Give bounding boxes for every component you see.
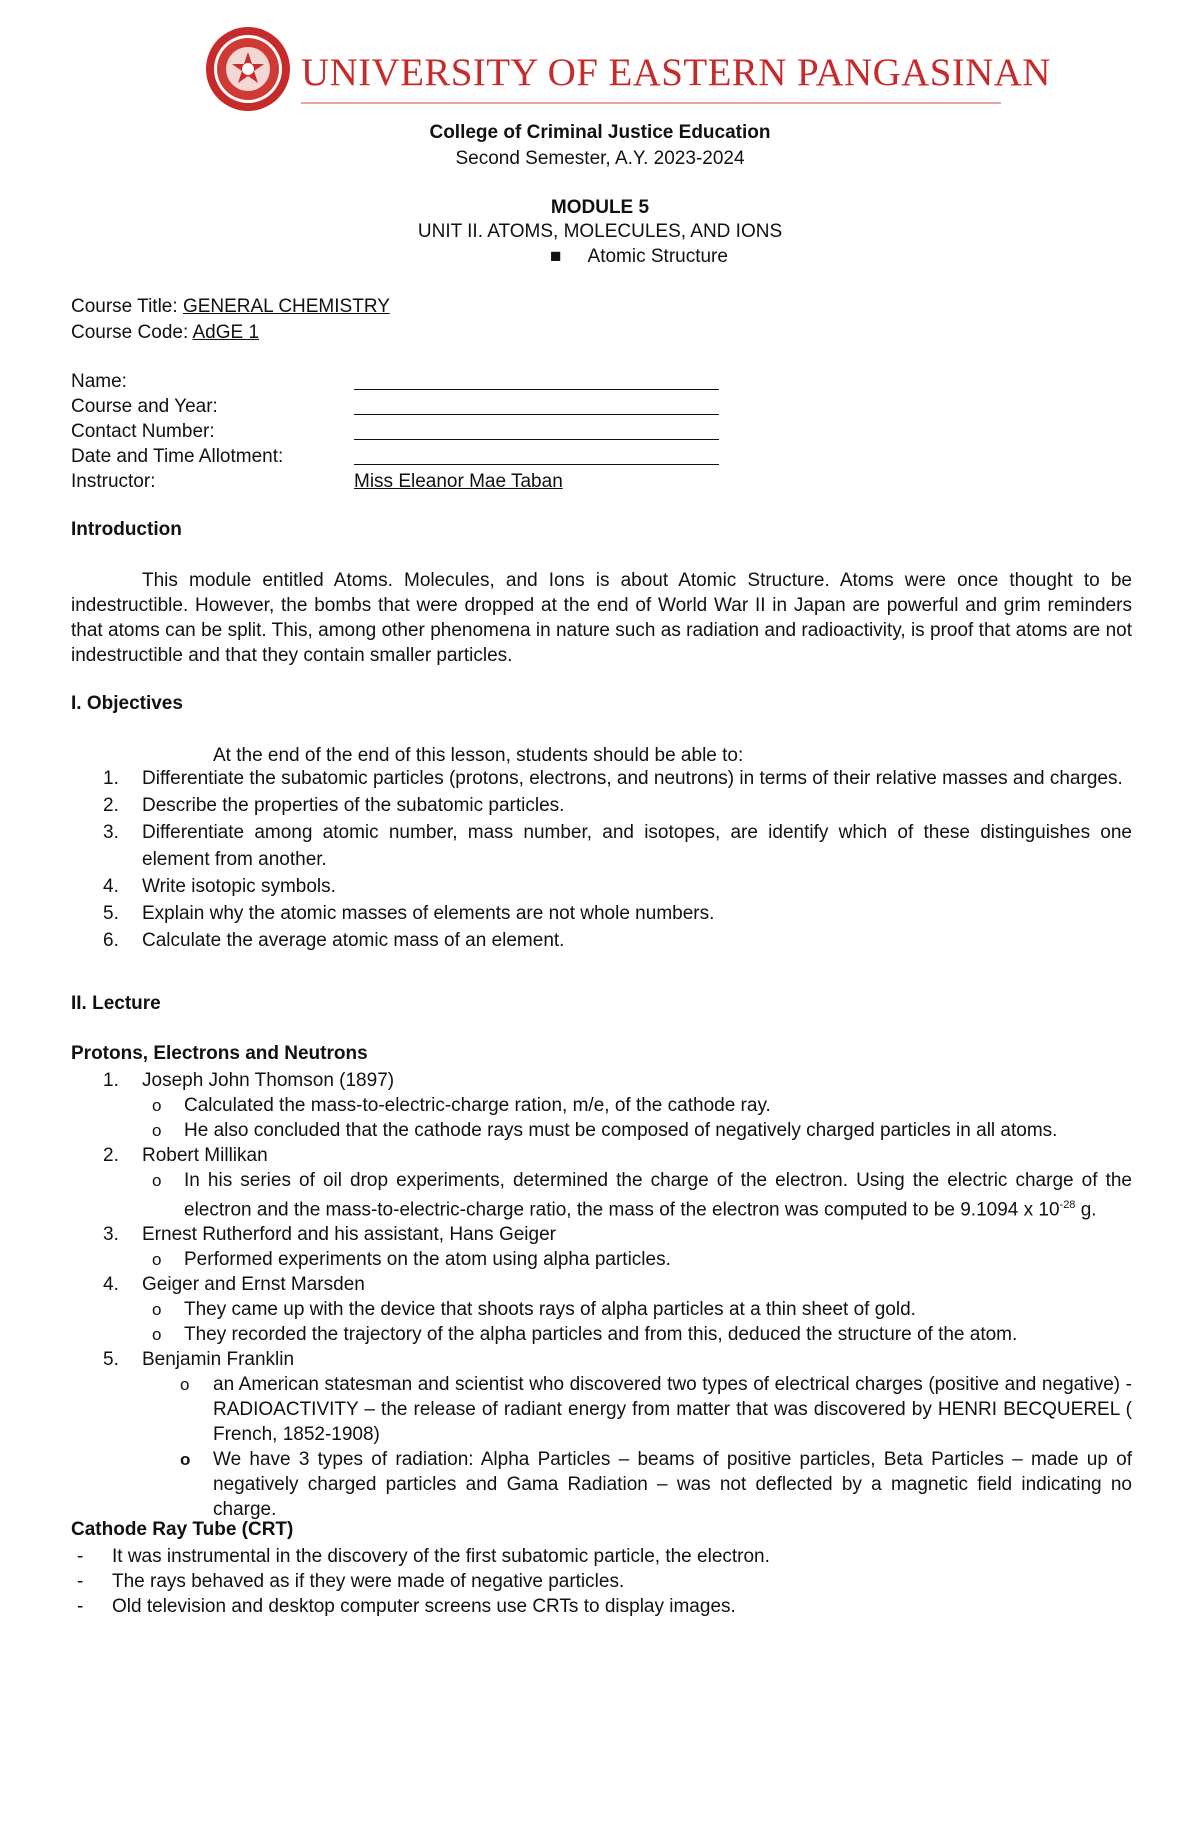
- dash-bullet-icon: -: [77, 1596, 84, 1617]
- sub-item: o They recorded the trajectory of the alpha particles and from this, deduced the structure of the atom.: [152, 1324, 1018, 1346]
- objectives-heading: I. Objectives: [71, 693, 183, 714]
- university-name: UNIVERSITY OF EASTERN PANGASINAN: [301, 51, 1051, 94]
- sub-item: o Performed experiments on the atom using alpha particles.: [152, 1249, 671, 1271]
- objectives-lead: At the end of the end of this lesson, students should be able to:: [213, 745, 744, 766]
- list-item: 2. Robert Millikan o In his series of oil drop experiments, determined the charge of the electron. Using the electric charge of the electron and the mass-to-electric-charge ratio, the mass of the electron was computed to be 9.1094 x $10^{-28}$ g.: [103, 1145, 1132, 1221]
- name-blank: [354, 389, 719, 390]
- objectives-list: [71, 765, 1132, 954]
- crt-heading: Cathode Ray Tube (CRT): [71, 1519, 294, 1540]
- circle-bullet-icon: o: [152, 1096, 162, 1115]
- name-label: Name:: [71, 371, 127, 392]
- list-item: 5. Explain why the atomic masses of elements are not whole numbers.: [103, 903, 715, 924]
- sub-item: o Calculated the mass-to-electric-charge ration, m/e, of the cathode ray.: [152, 1095, 771, 1116]
- course-title-value: GENERAL CHEMISTRY: [182, 296, 390, 317]
- course-year-label: Course and Year:: [71, 396, 218, 417]
- college-name: College of Criminal Justice Education: [429, 122, 771, 143]
- contact-label: Contact Number:: [71, 421, 215, 442]
- course-title-line: [71, 294, 390, 319]
- instructor-field: [71, 469, 871, 494]
- header-divider: [301, 102, 1001, 104]
- scientist-name: Robert Millikan: [142, 1145, 268, 1166]
- circle-bullet-icon: o: [152, 1171, 162, 1190]
- list-item: 3. Differentiate among atomic number, mass number, and isotopes, are identify which of these distinguishes one element from another.: [103, 822, 1132, 870]
- list-item: 6. Calculate the average atomic mass of an element.: [103, 930, 565, 951]
- course-year-blank: [354, 414, 719, 415]
- sub-item: o an American statesman and scientist who discovered two types of electrical charges (positive and negative) - RADIOACTIVITY – the release of radiant energy from matter that was discovered by HENRI BECQUEREL ( French, 1852-1908): [180, 1374, 1132, 1446]
- crt-list: [71, 1544, 1132, 1619]
- contact-blank: [354, 439, 719, 440]
- list-item: 2. Describe the properties of the subatomic particles.: [103, 795, 565, 816]
- scientist-name: Benjamin Franklin: [142, 1349, 295, 1371]
- list-item: 1. Joseph John Thomson (1897) o Calculated the mass-to-electric-charge ration, m/e, of the cathode ray. o He also concluded that the cathode rays must be composed of negatively charged particles in all atoms.: [71, 1068, 1132, 1143]
- sub-item: o He also concluded that the cathode rays must be composed of negatively charged particles in all atoms.: [152, 1120, 1058, 1141]
- scientist-name: Joseph John Thomson (1897): [142, 1070, 395, 1091]
- unit-title: UNIT II. ATOMS, MOLECULES, AND IONS: [417, 221, 783, 242]
- contact-field: [71, 419, 871, 444]
- topic: Atomic Structure: [587, 246, 728, 267]
- circle-bullet-icon: o: [152, 1121, 162, 1140]
- list-item: - Old television and desktop computer screens use CRTs to display images.: [77, 1596, 736, 1617]
- course-code-label: Course Code:: [71, 322, 189, 343]
- introduction-heading: Introduction: [71, 519, 182, 540]
- list-item: 1. Differentiate the subatomic particles (protons, electrons, and neutrons) in terms of their relative masses and charges.: [103, 768, 1123, 789]
- course-code-line: [71, 320, 259, 345]
- dash-bullet-icon: -: [77, 1546, 84, 1567]
- lecture-subheading: Protons, Electrons and Neutrons: [71, 1043, 368, 1064]
- circle-bullet-icon: o: [180, 1450, 191, 1470]
- list-item: - The rays behaved as if they were made of negative particles.: [77, 1571, 625, 1592]
- square-bullet-icon: ■: [550, 246, 562, 267]
- introduction-text: This module entitled Atoms. Molecules, and Ions is about Atomic Structure. Atoms were once thought to be indestructible. However, the bombs that were dropped at the end of World War II in Japan are powerful and grim reminders that atoms can be split. This, among other phenomena in nature such as radiation and radioactivity, is proof that atoms are not indestructible and that they contain smaller particles.: [71, 570, 1132, 666]
- date-label: Date and Time Allotment:: [71, 446, 284, 467]
- dash-bullet-icon: -: [77, 1571, 84, 1592]
- sub-item: o They came up with the device that shoots rays of alpha particles at a thin sheet of gold.: [152, 1299, 916, 1321]
- university-header: [205, 24, 1051, 114]
- list-item: 4. Write isotopic symbols.: [103, 876, 336, 897]
- list-item: 4. Geiger and Ernst Marsden o They came up with the device that shoots rays of alpha particles at a thin sheet of gold. o They recorded the trajectory of the alpha particles and from this, deduced the structure of the atom.: [71, 1272, 1132, 1347]
- semester: Second Semester, A.Y. 2023-2024: [455, 148, 745, 169]
- circle-bullet-icon: o: [152, 1300, 162, 1320]
- topic-line: [550, 244, 950, 269]
- university-seal-icon: [205, 26, 291, 112]
- name-field: [71, 369, 871, 394]
- scientist-name: Geiger and Ernst Marsden: [142, 1274, 365, 1296]
- course-code-value: AdGE 1: [192, 322, 260, 343]
- circle-bullet-icon: o: [152, 1325, 162, 1345]
- lecture-list: [71, 1068, 1132, 1522]
- lecture-heading: II. Lecture: [71, 993, 161, 1014]
- list-item: 3. Ernest Rutherford and his assistant, Hans Geiger o Performed experiments on the atom using alpha particles.: [71, 1222, 1132, 1272]
- circle-bullet-icon: o: [152, 1250, 162, 1270]
- date-blank: [354, 464, 719, 465]
- course-title-label: Course Title:: [71, 296, 178, 317]
- module-title: MODULE 5: [550, 197, 650, 218]
- sub-item: o In his series of oil drop experiments, determined the charge of the electron. Using the electric charge of the electron and the mass-to-electric-charge ratio, the mass of the electron was computed to be 9.1094 x $10^{-28}$ g.: [152, 1170, 1132, 1221]
- instructor-label: Instructor:: [71, 471, 156, 492]
- course-year-field: [71, 394, 871, 419]
- sub-item: o We have 3 types of radiation: Alpha Particles – beams of positive particles, Beta Particles – made up of negatively charged particles and Gama Radiation – was not deflected by a magnetic field indicating no charge.: [180, 1449, 1132, 1521]
- circle-bullet-icon: o: [180, 1375, 190, 1395]
- scientist-name: Ernest Rutherford and his assistant, Hans Geiger: [142, 1224, 556, 1246]
- list-item: 5. Benjamin Franklin o an American statesman and scientist who discovered two types of electrical charges (positive and negative) - RADIOACTIVITY – the release of radiant energy from matter that was discovered by HENRI BECQUEREL ( French, 1852-1908) o We have 3 types of radiation: Alpha Particles – beams of positive particles, Beta Particles – made up of negatively charged particles and Gama Radiation – was not deflected by a magnetic field indicating no charge.: [103, 1349, 1132, 1521]
- date-field: [71, 444, 871, 469]
- instructor-value: Miss Eleanor Mae Taban: [354, 471, 563, 492]
- list-item: - It was instrumental in the discovery of the first subatomic particle, the electron.: [77, 1546, 770, 1567]
